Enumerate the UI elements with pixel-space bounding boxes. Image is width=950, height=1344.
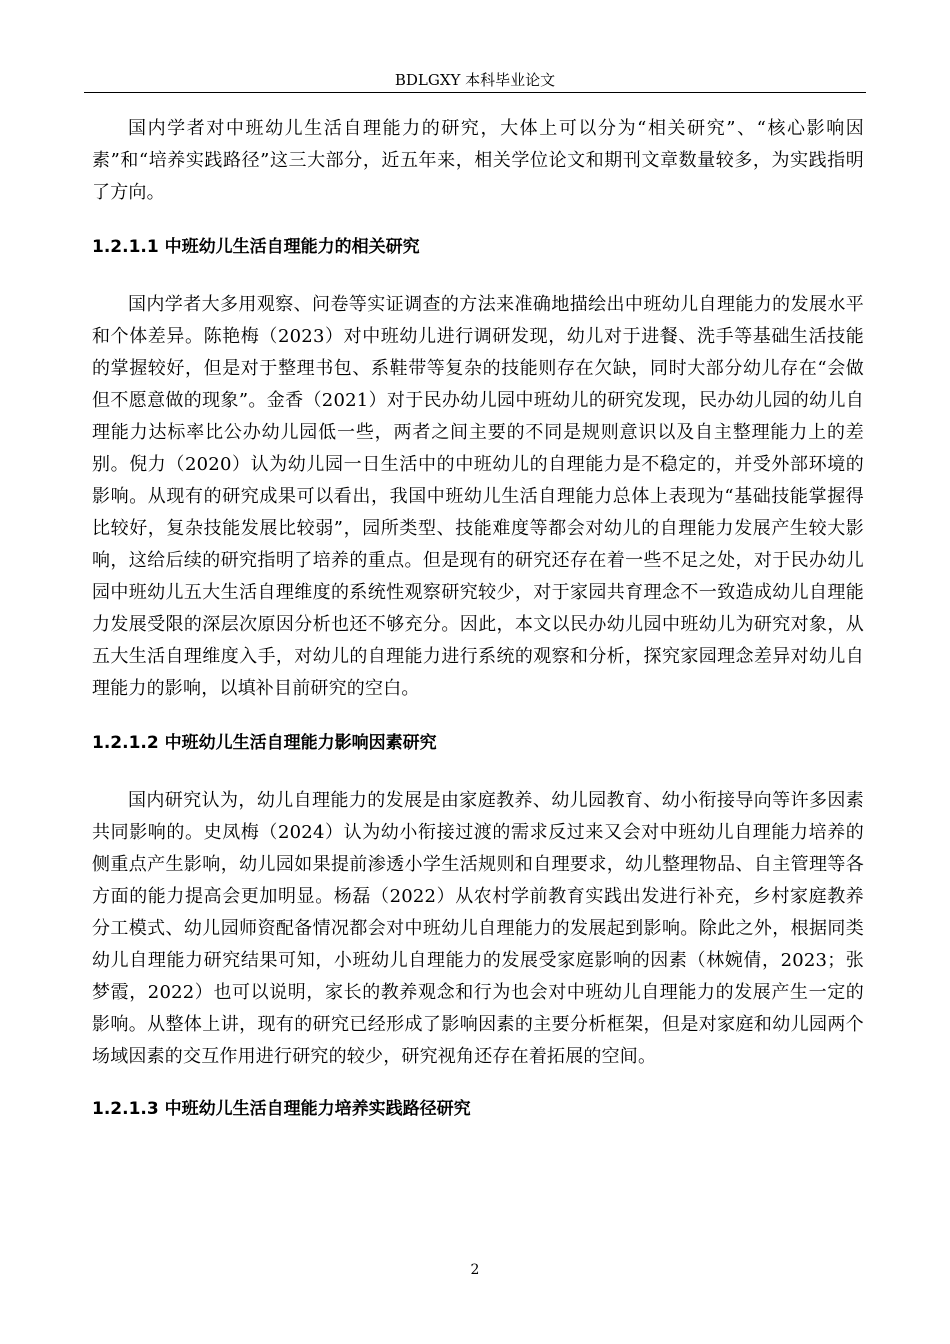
page-number: 2 [470, 1262, 480, 1278]
section-heading-1-2-1-3: 1.2.1.3 中班幼儿生活自理能力培养实践路径研究 [92, 1099, 471, 1119]
header-divider [84, 92, 866, 93]
section-heading-1-2-1-2: 1.2.1.2 中班幼儿生活自理能力影响因素研究 [92, 733, 437, 753]
section-paragraph-1-2-1-2: 国内研究认为，幼儿自理能力的发展是由家庭教养、幼儿园教育、幼小衔接导向等许多因素共同影响的。史凤梅（2024）认为幼小衔接过渡的需求反过来又会对中班幼儿自理能力培养的侧重点产生影响，幼儿园如果提前渗透小学生活规则和自理要求，幼儿整理物品、自主管理等各方面的能力提高会更加明显。杨磊（2022）从农村学前教育实践出发进行补充，乡村家庭教养分工模式、幼儿园师资配备情况都会对中班幼儿自理能力的发展起到影响。除此之外，根据同类幼儿自理能力研究结果可知，小班幼儿自理能力的发展受家庭影响的因素（林婉倩，2023；张梦霞，2022）也可以说明，家长的教养观念和行为也会对中班幼儿自理能力的发展产生一定的影响。从整体上讲，现有的研究已经形成了影响因素的主要分析框架，但是对家庭和幼儿园两个场域因素的交互作用进行研究的较少，研究视角还存在着拓展的空间。 [92, 790, 864, 1067]
body-content [92, 113, 864, 1125]
running-header: BDLGXY 本科毕业论文 [394, 71, 556, 89]
section-paragraph-1-2-1-1: 国内学者大多用观察、问卷等实证调查的方法来准确地描绘出中班幼儿自理能力的发展水平和个体差异。陈艳梅（2023）对中班幼儿进行调研发现，幼儿对于进餐、洗手等基础生活技能的掌握较好，但是对于整理书包、系鞋带等复杂的技能则存在欠缺，同时大部分幼儿存在“会做但不愿意做的现象”。金香（2021）对于民办幼儿园中班幼儿的研究发现，民办幼儿园的幼儿自理能力达标率比公办幼儿园低一些，两者之间主要的不同是规则意识以及自主整理能力上的差别。倪力（2020）认为幼儿园一日生活中的中班幼儿的自理能力是不稳定的，并受外部环境的影响。从现有的研究成果可以看出，我国中班幼儿生活自理能力总体上表现为“基础技能掌握得比较好，复杂技能发展比较弱”，园所类型、技能难度等都会对幼儿的自理能力发展产生较大影响，这给后续的研究指明了培养的重点。但是现有的研究还存在着一些不足之处，对于民办幼儿园中班幼儿五大生活自理维度的系统性观察研究较少，对于家园共育理念不一致造成幼儿自理能力发展受限的深层次原因分析也还不够充分。因此，本文以民办幼儿园中班幼儿为研究对象，从五大生活自理维度入手，对幼儿的自理能力进行系统的观察和分析，探究家园理念差异对幼儿自理能力的影响，以填补目前研究的空白。 [92, 294, 864, 699]
section-heading-1-2-1-1: 1.2.1.1 中班幼儿生活自理能力的相关研究 [92, 237, 420, 257]
intro-paragraph: 国内学者对中班幼儿生活自理能力的研究，大体上可以分为“相关研究”、“核心影响因素”和“培养实践路径”这三大部分，近五年来，相关学位论文和期刊文章数量较多，为实践指明了方向。 [92, 118, 864, 203]
